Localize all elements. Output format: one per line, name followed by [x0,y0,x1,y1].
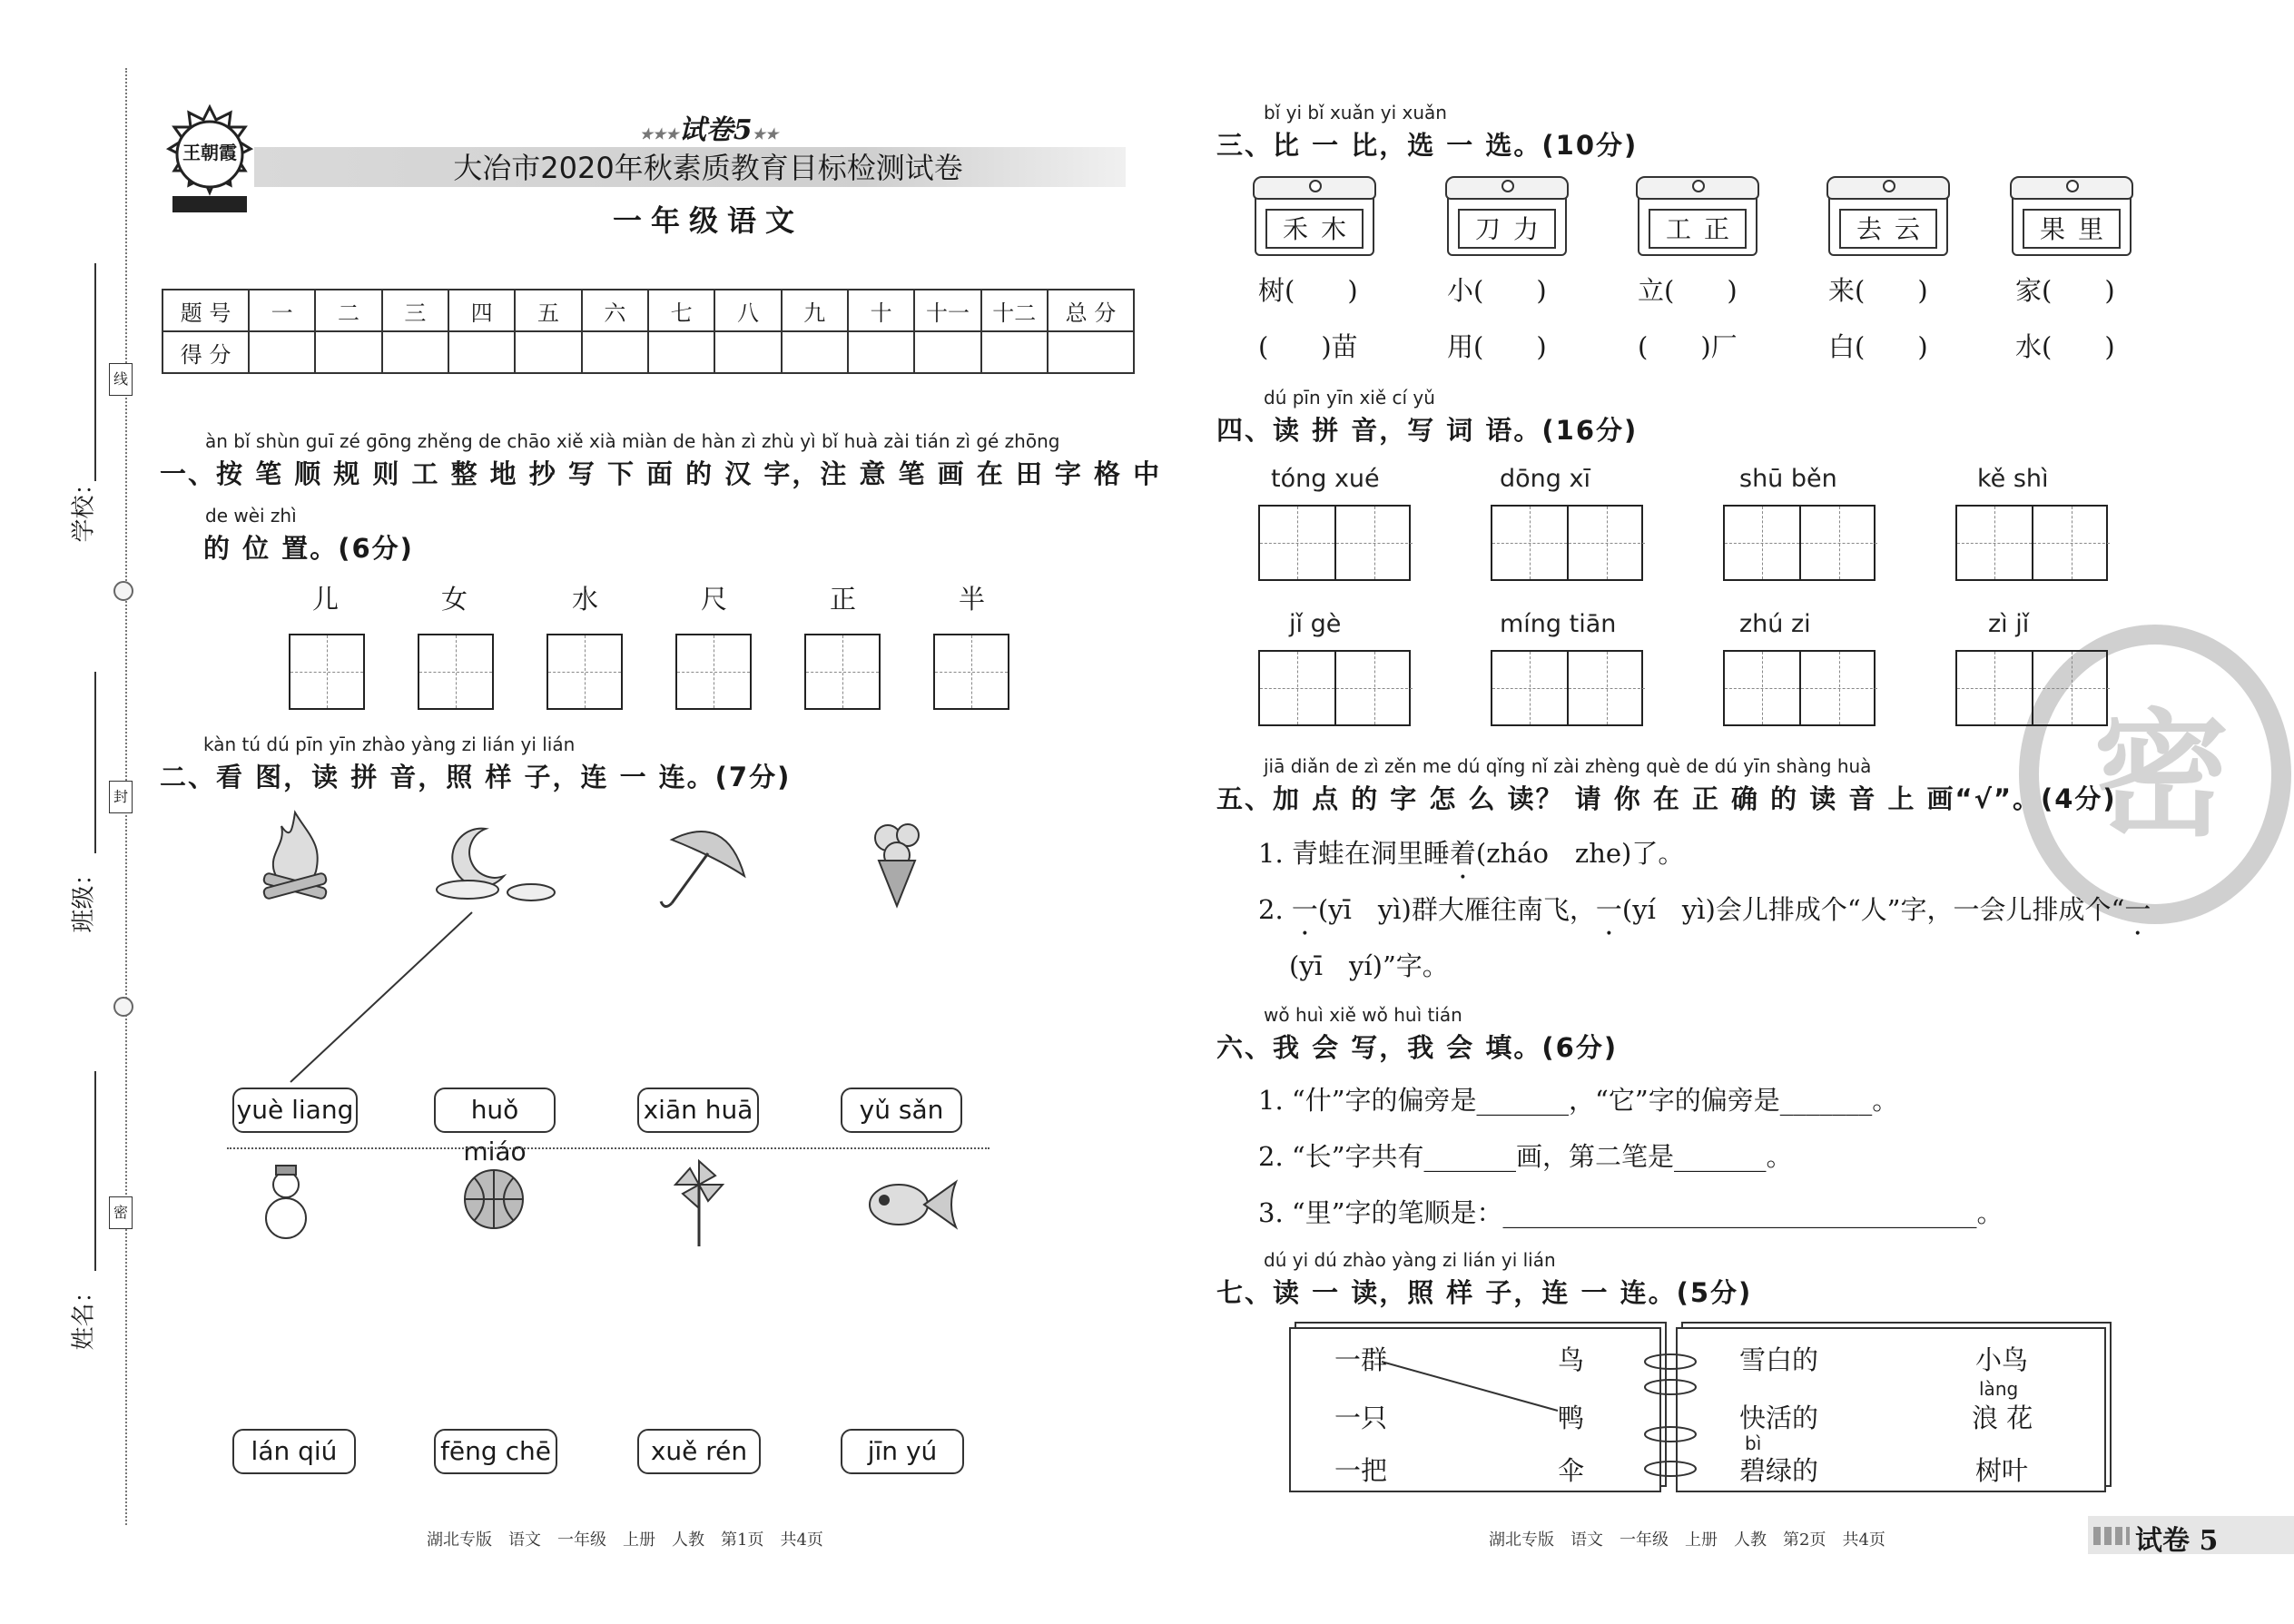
class-label: 班级： [70,861,98,933]
footer-tag: 试卷 5 [2135,1525,2219,1557]
q3-title: 三、比 一 比，选 一 选。(10分) [1216,130,1639,161]
q3-card-3: 工正 [1638,182,1757,256]
q3-card-5: 果里 [2012,182,2132,256]
q6-pinyin: wǒ huì xiě wǒ huì tián [1264,1004,1462,1026]
exam-title: 大冶市2020年秋素质教育目标检测试卷 [453,151,963,185]
q7-left-b-3[interactable]: 伞 [1558,1455,1585,1486]
q2-pinyin: kàn tú dú pīn yīn zhào yàng zi lián yi lián [203,733,576,755]
q7-right-a-3[interactable]: 碧绿的 [1739,1455,1819,1486]
school-field[interactable] [64,263,100,543]
seal-char: 密 [2092,697,2230,855]
q1-char-4: 尺 [701,584,728,615]
pinwheel-icon [672,1157,726,1248]
q4-word-2: dōng xī [1500,465,1590,493]
q3-blank-10[interactable]: 水( ) [2015,331,2115,362]
q7-left-b-2[interactable]: 鸭 [1558,1403,1585,1433]
q4-word-6: míng tiān [1500,610,1617,638]
q4-word-4: kě shì [1977,465,2049,493]
q4-grid-3[interactable] [1723,505,1876,581]
q2-pinyin-card-6[interactable]: fēng chē [434,1429,557,1474]
footer-left: 湖北专版 语文 一年级 上册 人教 第1页 共4页 [427,1530,823,1550]
q3-blank-7[interactable]: 用( ) [1447,331,1547,362]
q3-blank-8[interactable]: ( )厂 [1638,331,1738,362]
paper-tag: ★★★试卷5★★ [639,114,779,146]
q7-left-b-1[interactable]: 鸟 [1558,1344,1585,1375]
q1-char-3: 水 [572,584,599,615]
q5-line-3[interactable]: (yī yí)”字。 [1289,950,1449,981]
q3-blank-9[interactable]: 白( ) [1828,331,1928,362]
q2-pinyin-card-1[interactable]: yuè liang [232,1088,358,1133]
q2-pinyin-card-5[interactable]: lán qiú [232,1429,356,1474]
q2-pinyin-card-2[interactable]: huǒ miáo [434,1088,556,1133]
q1-char-6: 半 [959,584,986,615]
q4-grid-6[interactable] [1491,650,1643,726]
brand-logo [160,102,260,220]
name-field[interactable] [64,1071,100,1362]
q5-line-2[interactable]: 2. 一(yī yì)群大雁往南飞，一(yí yì)会儿排成个“人”字，一会儿排成个“一 [1258,894,2151,925]
q7-binding-rings [1634,1343,1707,1489]
q1-grid-6[interactable] [933,634,1009,710]
q1-char-5: 正 [830,584,857,615]
goldfish-icon [861,1173,960,1236]
school-label: 学校： [70,471,98,543]
q3-blank-5[interactable]: 家( ) [2015,275,2115,306]
q3-blank-1[interactable]: 树( ) [1258,275,1358,306]
cut-mark-1: 线 [109,363,133,396]
q1-grid-2[interactable] [418,634,494,710]
score-header-row: 题 号 一 二 三 四 五 六 七 八 九 十 十一 十二 总 分 [162,290,1134,331]
q1-grid-4[interactable] [675,634,752,710]
q4-title: 四、读 拼 音，写 词 语。(16分) [1216,415,1639,446]
q4-grid-5[interactable] [1258,650,1411,726]
q1-pinyin: àn bǐ shùn guī zé gōng zhěng de chāo xiě xià miàn de hàn zì zhù yì bǐ huà zài tián zì gé zhōng [205,430,1060,452]
q5-line-1[interactable]: 1. 青蛙在洞里睡着(zháo zhe)了。 [1258,838,1685,869]
name-label: 姓名： [70,1279,98,1351]
q3-card-4: 去云 [1828,182,1948,256]
q7-right-a-1[interactable]: 雪白的 [1739,1344,1819,1375]
q6-title: 六、我 会 写，我 会 填。(6分) [1216,1032,1619,1063]
q1-char-1: 儿 [312,584,340,615]
flowers-icon [861,815,933,915]
class-field[interactable] [64,672,100,944]
q2-divider [227,1147,989,1149]
q7-title: 七、读 一 读，照 样 子，连 一 连。(5分) [1216,1277,1753,1308]
moon-icon [431,822,558,912]
q7-left-a-2[interactable]: 一只 [1334,1403,1388,1433]
q4-word-5: jǐ gè [1289,610,1342,638]
q4-word-1: tóng xué [1271,465,1380,493]
cut-mark-2: 封 [109,781,133,813]
q1-pinyin-2: de wèi zhì [205,505,297,527]
q6-line-3[interactable]: 3. “里”字的笔顺是：____________________________________。 [1258,1197,2004,1228]
footer-tag-deco [2093,1527,2130,1545]
q2-pinyin-card-8[interactable]: jīn yú [841,1429,964,1474]
q4-word-8: zì jǐ [1988,610,2030,638]
score-table [162,289,1135,374]
binding-hole-2 [113,997,133,1017]
q3-blank-3[interactable]: 立( ) [1638,275,1738,306]
q4-pinyin: dú pīn yīn xiě cí yǔ [1264,387,1435,408]
q3-card-1: 禾木 [1255,182,1374,256]
q4-grid-8[interactable] [1955,650,2108,726]
q4-grid-7[interactable] [1723,650,1876,726]
q1-grid-3[interactable] [546,634,623,710]
q7-example-line [1380,1354,1561,1418]
q1-grid-1[interactable] [289,634,365,710]
q3-pinyin: bǐ yi bǐ xuǎn yi xuǎn [1264,102,1447,123]
q5-pinyin: jiā diǎn de zì zěn me dú qǐng nǐ zài zhèng què de dú yīn shàng huà [1264,755,1872,777]
q4-grid-2[interactable] [1491,505,1643,581]
cut-mark-3: 密 [109,1196,133,1229]
q6-line-2[interactable]: 2. “长”字共有_______画，第二笔是_______。 [1258,1141,1793,1172]
q7-pinyin-lang: làng [1979,1378,2019,1400]
snowman-icon [254,1162,318,1244]
basketball-icon [461,1166,527,1232]
q6-line-1[interactable]: 1. “什”字的偏旁是_______，“它”字的偏旁是_______。 [1258,1085,1899,1116]
q2-pinyin-card-4[interactable]: yǔ sǎn [841,1088,962,1133]
umbrella-icon [654,822,753,912]
q4-grid-4[interactable] [1955,505,2108,581]
q3-blank-6[interactable]: ( )苗 [1258,331,1358,362]
q7-right-b-3[interactable]: 树叶 [1975,1455,2029,1486]
q5-title: 五、加 点 的 字 怎 么 读？ 请 你 在 正 确 的 读 音 上 画“√”。(4分) [1216,783,2117,814]
q7-right-b-2[interactable]: 浪 花 [1972,1403,2033,1433]
q7-pinyin: dú yi dú zhào yàng zi lián yi lián [1264,1249,1556,1271]
q1-grid-5[interactable] [804,634,881,710]
q3-card-2: 刀力 [1447,182,1567,256]
binding-hole-1 [113,581,133,601]
q1-char-2: 女 [441,584,468,615]
q1-title-2: 的 位 置。(6分) [203,533,414,564]
q7-left-a-1[interactable]: 一群 [1334,1344,1388,1375]
q3-blank-2[interactable]: 小( ) [1447,275,1547,306]
fire-icon [254,808,336,908]
exam-subtitle: 一年级语文 [612,203,803,238]
q2-title: 二、看 图，读 拼 音，照 样 子，连 一 连。(7分) [160,762,792,792]
q4-word-7: zhú zi [1739,610,1811,638]
q3-blank-4[interactable]: 来( ) [1828,275,1928,306]
q2-pinyin-card-7[interactable]: xuě rén [637,1429,761,1474]
q7-left-a-3[interactable]: 一把 [1334,1455,1388,1486]
q1-title: 一、按 笔 顺 规 则 工 整 地 抄 写 下 面 的 汉 字，注 意 笔 画 在 田 字 格 中 [160,458,1162,489]
q2-example-line [272,908,481,1089]
q2-pinyin-card-3[interactable]: xiān huā [637,1088,759,1133]
q7-right-b-1[interactable]: 小鸟 [1975,1344,2029,1375]
q4-word-3: shū běn [1739,465,1837,493]
score-input-row: 得 分 [162,331,1134,373]
brand-name: 王朝霞 [182,142,237,163]
q7-pinyin-bi: bì [1745,1432,1762,1454]
q4-grid-1[interactable] [1258,505,1411,581]
footer-right: 湖北专版 语文 一年级 上册 人教 第2页 共4页 [1489,1530,1885,1550]
q7-right-a-2[interactable]: 快活的 [1739,1403,1819,1433]
